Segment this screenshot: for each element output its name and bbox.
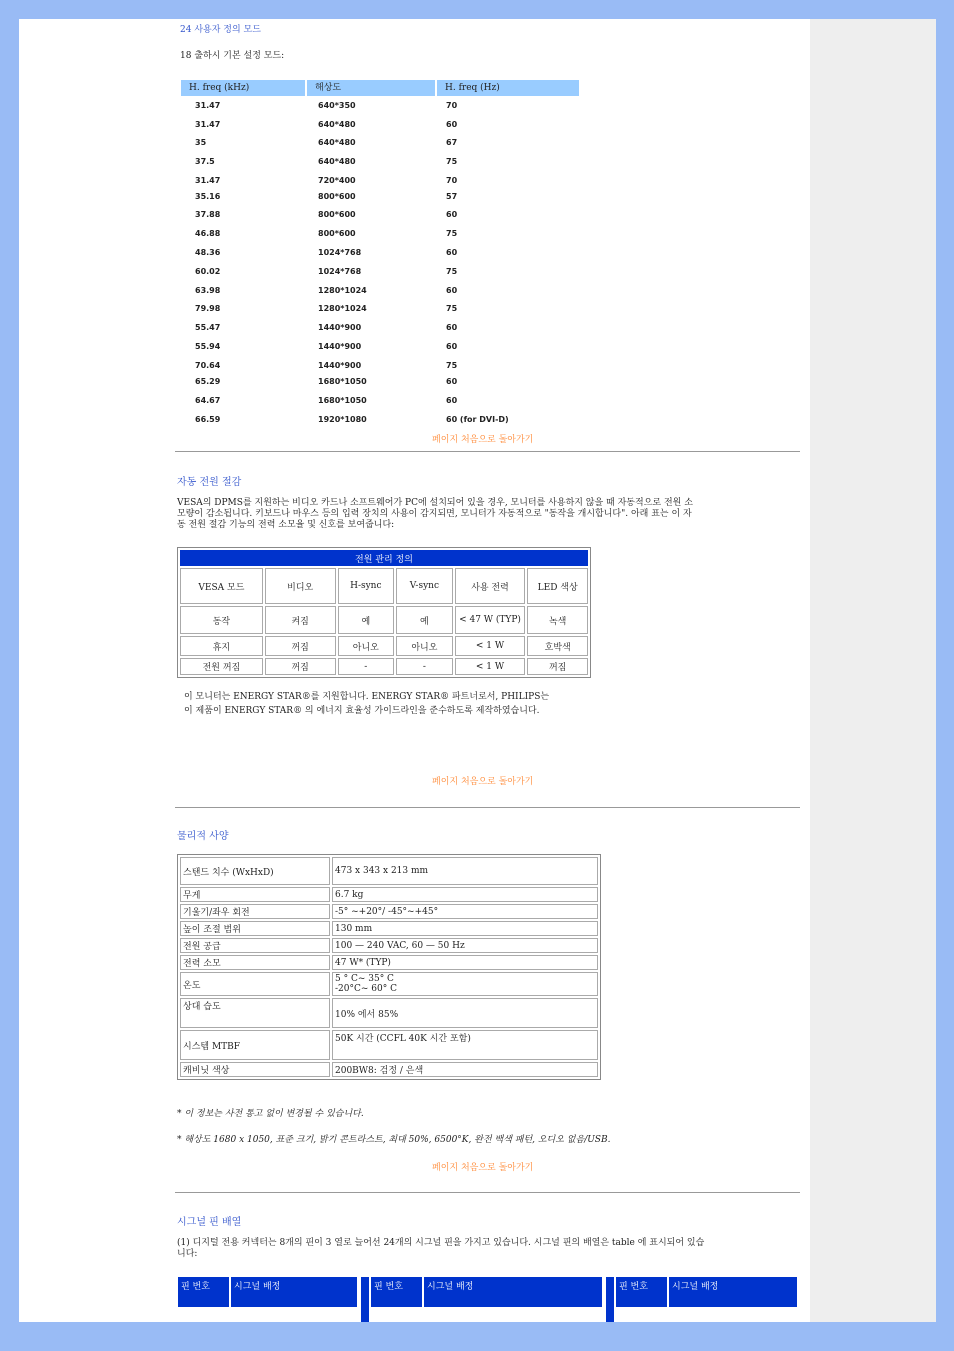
power-cell: < 47 W (TYP) [455, 606, 526, 634]
freq-cell: 1440*900 [318, 361, 362, 370]
spec-value: 47 W* (TYP) [332, 955, 598, 970]
freq-cell: 35.16 [195, 192, 221, 201]
power-cell: < 1 W [455, 636, 526, 656]
content-area [175, 19, 800, 1322]
power-cell: < 1 W [455, 658, 526, 675]
power-cell: 예 [338, 606, 395, 634]
spec-value: 5 ° C~ 35° C -20°C~ 60° C [332, 972, 598, 996]
power-cell: 꺼짐 [265, 636, 336, 656]
freq-cell: 65.29 [195, 377, 221, 386]
spec-label: 전력 소모 [180, 955, 330, 970]
freq-cell: 35 [195, 138, 207, 147]
power-cell: 녹색 [527, 606, 588, 634]
freq-cell: 70.64 [195, 361, 221, 370]
divider [175, 451, 800, 452]
spec-label: 캐비닛 색상 [180, 1062, 330, 1077]
power-cell: - [338, 658, 395, 675]
power-header: VESA 모드 [180, 568, 263, 604]
freq-cell: 70 [446, 176, 458, 185]
freq-cell: 31.47 [195, 101, 221, 110]
pin-section-title: 시그널 핀 배열 [177, 1217, 242, 1228]
freq-cell: 55.47 [195, 323, 221, 332]
freq-header-vfreq: H. freq (Hz) [437, 80, 579, 96]
power-header: 사용 전력 [455, 568, 526, 604]
freq-cell: 70 [446, 101, 458, 110]
freq-cell: 1680*1050 [318, 396, 367, 405]
freq-cell: 67 [446, 138, 458, 147]
pin-table-header-group-1 [178, 1277, 359, 1307]
back-to-top-link[interactable]: 페이지 처음으로 돌아가기 [432, 1163, 534, 1173]
freq-cell: 75 [446, 361, 458, 370]
freq-cell: 60 [446, 248, 458, 257]
power-cell: 아니오 [338, 636, 395, 656]
pin-header: 핀 번호 [178, 1277, 229, 1307]
freq-cell: 60 [446, 323, 458, 332]
spec-value: 50K 시간 (CCFL 40K 시간 포함) [332, 1030, 598, 1060]
pin-header: 시그널 배정 [669, 1277, 797, 1307]
freq-cell: 60 (for DVI-D) [446, 415, 509, 424]
freq-header-hfreq: H. freq (kHz) [181, 80, 305, 96]
freq-cell: 31.47 [195, 120, 221, 129]
freq-cell: 60.02 [195, 267, 221, 276]
freq-cell: 720*400 [318, 176, 356, 185]
right-margin-column [810, 19, 936, 1322]
power-cell: 휴지 [180, 636, 263, 656]
pin-header: 시그널 배정 [231, 1277, 357, 1307]
freq-cell: 48.36 [195, 248, 221, 257]
freq-cell: 1024*768 [318, 248, 362, 257]
freq-cell: 800*600 [318, 192, 356, 201]
freq-cell: 1024*768 [318, 267, 362, 276]
freq-cell: 1440*900 [318, 342, 362, 351]
pin-header: 시그널 배정 [424, 1277, 602, 1307]
spec-value: 6.7 kg [332, 887, 598, 902]
spec-value: 473 x 343 x 213 mm [332, 857, 598, 885]
divider [175, 1192, 800, 1193]
freq-cell: 37.88 [195, 210, 221, 219]
freq-cell: 66.59 [195, 415, 221, 424]
mode24-link[interactable]: 24 사용자 정의 모드 [180, 25, 261, 35]
freq-cell: 640*350 [318, 101, 356, 110]
freq-cell: 79.98 [195, 304, 221, 313]
pin-header: 핀 번호 [371, 1277, 422, 1307]
freq-cell: 1280*1024 [318, 286, 367, 295]
freq-cell: 60 [446, 396, 458, 405]
freq-cell: 64.67 [195, 396, 221, 405]
freq-cell: 57 [446, 192, 458, 201]
spec-value: 130 mm [332, 921, 598, 936]
freq-cell: 60 [446, 342, 458, 351]
spec-label: 전원 공급 [180, 938, 330, 953]
freq-cell: 31.47 [195, 176, 221, 185]
freq-cell: 640*480 [318, 157, 356, 166]
spec-value: -5° ~+20°/ -45°~+45° [332, 904, 598, 919]
freq-header-resolution: 해상도 [307, 80, 435, 96]
freq-cell: 60 [446, 286, 458, 295]
mode18-text: 18 출하시 기본 설정 모드: [180, 51, 285, 61]
power-cell: 아니오 [396, 636, 453, 656]
spec-label: 스탠드 치수 (WxHxD) [180, 857, 330, 885]
freq-cell: 75 [446, 229, 458, 238]
freq-cell: 55.94 [195, 342, 221, 351]
power-cell: 꺼짐 [265, 658, 336, 675]
pin-header: 핀 번호 [616, 1277, 667, 1307]
power-table [177, 547, 591, 678]
freq-cell: 37.5 [195, 157, 215, 166]
pin-separator [606, 1277, 614, 1322]
power-header: 비디오 [265, 568, 336, 604]
freq-cell: 1440*900 [318, 323, 362, 332]
freq-cell: 640*480 [318, 138, 356, 147]
pin-paragraph: (1) 디지털 전용 커넥터는 8개의 핀이 3 열로 늘어선 24개의 시그널 핀을 가지고 있습니다. 시그널 핀의 배열은 table 에 표시되어 있습니다: [177, 1238, 705, 1259]
freq-cell: 63.98 [195, 286, 221, 295]
freq-cell: 75 [446, 267, 458, 276]
freq-cell: 46.88 [195, 229, 221, 238]
physical-section-title: 물리적 사양 [177, 831, 229, 842]
freq-cell: 640*480 [318, 120, 356, 129]
spec-label: 높이 조절 범위 [180, 921, 330, 936]
power-cell: 꺼짐 [527, 658, 588, 675]
spec-value: 10% 에서 85% [332, 998, 598, 1028]
freq-cell: 60 [446, 120, 458, 129]
freq-cell: 60 [446, 377, 458, 386]
freq-cell: 800*600 [318, 210, 356, 219]
power-table-title: 전원 관리 정의 [180, 550, 588, 566]
back-to-top-link[interactable]: 페이지 처음으로 돌아가기 [432, 777, 534, 787]
physical-note1: * 이 정보는 사전 통고 없이 변경될 수 있습니다. [177, 1109, 364, 1119]
power-section-title: 자동 전원 절감 [177, 477, 242, 488]
power-cell: 예 [396, 606, 453, 634]
power-cell: 호박색 [527, 636, 588, 656]
freq-cell: 75 [446, 304, 458, 313]
spec-label: 온도 [180, 972, 330, 996]
power-cell: 켜짐 [265, 606, 336, 634]
power-cell: - [396, 658, 453, 675]
divider [175, 807, 800, 808]
physical-note2: * 해상도 1680 x 1050, 표준 크기, 밝기 콘트라스트, 최대 50%, 6500°K, 완전 백색 패턴, 오디오 없음/USB. [177, 1135, 611, 1145]
freq-cell: 60 [446, 210, 458, 219]
freq-cell: 75 [446, 157, 458, 166]
energy-star-line1: 이 모니터는 ENERGY STAR®를 지원합니다. ENERGY STAR® 파트너로서, PHILIPS는 [184, 692, 550, 702]
power-header: H-sync [338, 568, 395, 604]
pin-separator [361, 1277, 369, 1322]
power-paragraph: VESA의 DPMS를 지원하는 비디오 카드나 소프트웨어가 PC에 설치되어 있을 경우, 모니터를 사용하지 않을 때 자동적으로 전원 소모량이 감소됩니다. 키보드나 마우스 등의 입력 장치의 사용이 감지되면, 모니터가 자동적으로 "동작을 개시합니다". 아래 표는 이 자동 전원 절감 기능의 전력 소모율 및 신호를 보여줍니다: [177, 498, 693, 530]
physical-spec-table [177, 854, 601, 1080]
freq-cell: 1280*1024 [318, 304, 367, 313]
freq-cell: 1680*1050 [318, 377, 367, 386]
power-header: LED 색상 [527, 568, 588, 604]
freq-cell: 1920*1080 [318, 415, 367, 424]
spec-label: 기울기/좌우 회전 [180, 904, 330, 919]
power-cell: 전원 꺼짐 [180, 658, 263, 675]
spec-label: 시스템 MTBF [180, 1030, 330, 1060]
spec-value: 100 — 240 VAC, 60 — 50 Hz [332, 938, 598, 953]
power-header: V-sync [396, 568, 453, 604]
freq-cell: 800*600 [318, 229, 356, 238]
energy-star-line2: 이 제품이 ENERGY STAR® 의 에너지 효율성 가이드라인을 준수하도록 제작하였습니다. [184, 706, 540, 716]
pin-table-header-group-2 [371, 1277, 604, 1307]
power-cell: 동작 [180, 606, 263, 634]
spec-value: 200BW8: 검정 / 은색 [332, 1062, 598, 1077]
spec-label: 무게 [180, 887, 330, 902]
spec-label: 상대 습도 [180, 998, 330, 1028]
pin-table-header-group-3 [616, 1277, 799, 1307]
back-to-top-link[interactable]: 페이지 처음으로 돌아가기 [432, 435, 534, 445]
